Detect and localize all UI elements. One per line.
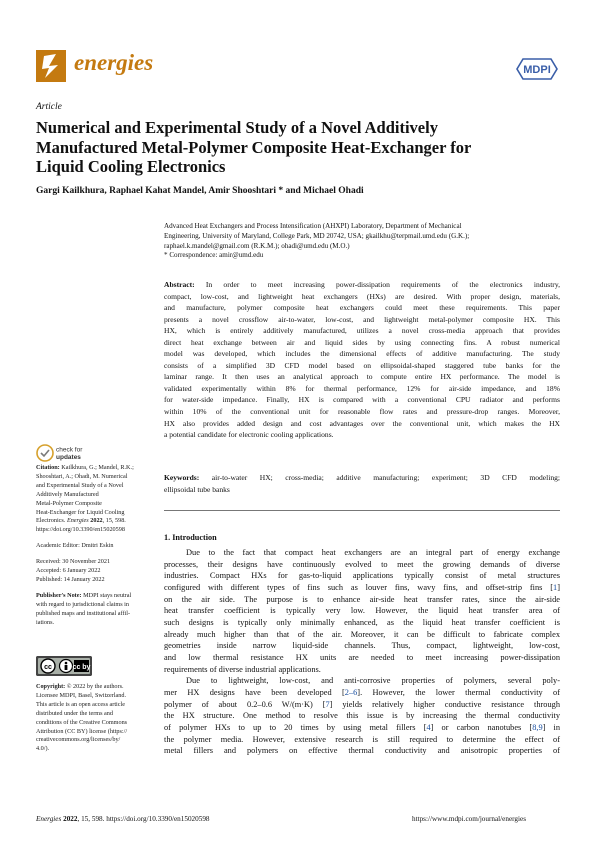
article-type: Article bbox=[36, 102, 62, 112]
body-text bbox=[164, 547, 560, 757]
abstract-line: HX also provides added design and cost advantages over the conventional unit, which makes the HX bbox=[164, 418, 560, 428]
body-line: heat transfer coefficient is typically very low. However, the liquid heat transfer area of bbox=[164, 606, 560, 616]
copyright-line: 4.0/). bbox=[36, 745, 50, 753]
affiliation bbox=[164, 222, 564, 261]
copyright-line: Licensee MDPI, Basel, Switzerland. bbox=[36, 691, 127, 699]
abstract-line: for water-side impedance. Finally, HX is compared with a conventional CPU radiator and performs bbox=[164, 395, 560, 405]
citation-journal: Energies bbox=[66, 517, 89, 525]
body-line: industries. Compact HXs for gas-to-liquid applications typically consist of metal structures bbox=[164, 571, 560, 581]
footer-citation bbox=[36, 815, 210, 823]
body-line: such designs is typically only minimally enhanced, as the liquid heat transfer coefficient is bbox=[164, 617, 560, 627]
abstract-line: Abstract: In order to meet increasing power-dissipation requirements of the electronics industry, bbox=[164, 280, 560, 289]
title-line: Liquid Cooling Electronics bbox=[36, 157, 226, 176]
citation-year: 2022 bbox=[90, 517, 103, 525]
footer-year: 2022 bbox=[63, 815, 78, 823]
copyright-block bbox=[36, 683, 156, 754]
sidebar bbox=[36, 464, 156, 628]
footer-doi: , 15, 598. https://doi.org/10.3390/en15020598 bbox=[77, 815, 210, 823]
copyright-line: Attribution (CC BY) license (https:// bbox=[36, 727, 128, 735]
correspondence-line: * Correspondence: amir@umd.edu bbox=[164, 251, 264, 260]
author-list: Gargi Kailkhura, Raphael Kahat Mandel, Amir Shooshtari * and Michael Ohadi bbox=[36, 186, 364, 196]
publisher-note-line: MDPI stays neutral bbox=[83, 591, 132, 599]
citation-volume: , 15, 598. bbox=[102, 517, 126, 525]
cc-by-text: cc by bbox=[72, 664, 91, 671]
body-line: Due to lightweight, low-cost, and anti-corrosive properties of polymers, several poly- bbox=[186, 676, 560, 686]
citation-doi-link[interactable]: https://doi.org/10.3390/en15020598 bbox=[36, 526, 125, 534]
accepted-date: Accepted: 6 January 2022 bbox=[36, 567, 101, 575]
check-updates-icon bbox=[37, 445, 53, 461]
title-line: Manufactured Metal-Polymer Composite Heat-Exchanger for bbox=[36, 137, 472, 157]
citation-link[interactable]: 1 bbox=[553, 582, 558, 592]
title-line: Numerical and Experimental Study of a Novel Additively bbox=[36, 118, 438, 137]
published-date: Published: 14 January 2022 bbox=[36, 575, 105, 583]
cc-by-license-icon[interactable] bbox=[36, 656, 92, 676]
paper-title bbox=[36, 118, 566, 177]
citation-line: Shooshtari, A.; Ohadi, M. Numerical bbox=[36, 472, 128, 480]
citation-label: Citation: bbox=[36, 464, 60, 471]
citation-line: and Experimental Study of a Novel bbox=[36, 481, 124, 489]
abstract-line: HX, which is entirely additively manufactured, utilizes a novel cross-media approach that provides bbox=[164, 326, 560, 336]
copyright-line: conditions of the Creative Commons bbox=[36, 718, 128, 726]
abstract-line: within 10% of the conventional unit for reasonable flow rates and pressure-drop ranges. Moreover, bbox=[164, 407, 560, 417]
citation-link[interactable]: 4 bbox=[426, 722, 431, 732]
copyright-line: © 2022 by the authors. bbox=[66, 683, 124, 690]
publisher-note-line: iations. bbox=[36, 618, 55, 626]
citation-line: Kailkhura, G.; Mandel, R.K.; bbox=[61, 464, 134, 471]
citation-line: Electronics. bbox=[36, 517, 66, 525]
publisher-note-line: with regard to jurisdictional claims in bbox=[36, 600, 129, 608]
citation-link[interactable]: 8,9 bbox=[532, 722, 543, 732]
affiliation-line: raphael.k.mandel@gmail.com (R.K.M.); ohadi@umd.edu (M.O.) bbox=[164, 241, 350, 250]
affiliation-line: Advanced Heat Exchangers and Process Intensification (AHXPI) Laboratory, Department of Mechanical bbox=[164, 222, 462, 230]
citation-line: Heat-Exchanger for Liquid Cooling bbox=[36, 508, 125, 516]
copyright-line: creativecommons.org/licenses/by/ bbox=[36, 736, 121, 744]
received-date: Received: 30 November 2021 bbox=[36, 558, 111, 566]
copyright-line: This article is an open access article bbox=[36, 700, 125, 708]
affiliation-line: Engineering, University of Maryland, College Park, MD 20742, USA; gkailkhu@terpmail.umd.edu (G.K.); bbox=[164, 231, 470, 240]
energies-logo-icon bbox=[36, 50, 66, 82]
footer-journal: Energies bbox=[36, 815, 62, 823]
body-line: metal fillers and polymers on effective thermal conductivity and anisotropic properties of bbox=[164, 746, 560, 756]
keywords-line: Keywords: air-to-water HX; cross-media; additive manufacturing; experiment; 3D CFD modeling; bbox=[164, 473, 560, 482]
abstract-line: and manufacture, polymer composite heat exchangers could meet these requirements. This paper bbox=[164, 303, 560, 313]
body-line: geometries inside narrow liquid-side channels. Thus, compact, lightweight, low-cost, bbox=[164, 641, 560, 651]
check-updates-line: check for bbox=[56, 446, 83, 454]
keywords-line: ellipsoidal tube banks bbox=[164, 484, 230, 494]
publisher-note-label: Publisher's Note: bbox=[36, 591, 82, 599]
divider bbox=[164, 510, 560, 511]
mdpi-logo-text: MDPI bbox=[523, 64, 551, 76]
abstract-line: validated experimentally within 8% for thermal performance, 12% for air-side impedance, and 18% bbox=[164, 383, 560, 393]
body-line: on the air side. The purpose is to enhance air-side heat transfer rates, since the air-side bbox=[164, 594, 560, 604]
abstract-line: compact, low-cost, and lightweight heat exchangers (HXs) are desired. With proper design, materials, bbox=[164, 291, 560, 301]
citation-line: Additively Manufactured bbox=[36, 490, 99, 498]
body-line: the polymer media. However, extensive research is still required to determine the effect of bbox=[164, 734, 560, 744]
abstract-line: laminar range. It then uses an analytical approach to compute entire HX performance. The model is bbox=[164, 372, 560, 382]
svg-text:cc: cc bbox=[44, 664, 52, 671]
body-line: of polymer HXs to up to 20 times by using metal fillers [4] or carbon nanotubes [8,9] in bbox=[164, 722, 561, 732]
abstract bbox=[164, 279, 560, 441]
abstract-line: direct heat exchange between air and liquid sides by using connecting fins. A robust numerical bbox=[164, 337, 560, 347]
body-line: processes, their designs have continuously evolved to meet the growing demands of diverse bbox=[164, 559, 560, 569]
body-line: requirements of diverse industrial applications. bbox=[164, 664, 321, 674]
citation-link[interactable]: 2–6 bbox=[344, 687, 358, 697]
keywords-label: Keywords: bbox=[164, 473, 200, 482]
body-line: polymer of about 0.2–0.6 W/(m·K) [7] yields relatively higher conductive resistance through bbox=[164, 699, 560, 709]
copyright-line: distributed under the terms and bbox=[36, 709, 113, 717]
body-line: mer HX designs have been developed [2–6]. However, the lower thermal conductivity of bbox=[164, 687, 560, 697]
body-line: already much higher than that of the air. Moreover, it can be difficult to fabricate complex bbox=[164, 629, 560, 639]
citation-line: Metal-Polymer Composite bbox=[36, 499, 102, 507]
academic-editor: Academic Editor: Dmitri Eskin bbox=[36, 542, 114, 550]
body-line: Due to the fact that compact heat exchangers are an integral part of energy exchange bbox=[186, 548, 560, 557]
check-updates-line: updates bbox=[56, 454, 81, 461]
body-line: and low thermal resistance HX units are needed to meet increasing power-dissipation bbox=[164, 652, 560, 662]
body-line: configured with different types of fins such as louver fins, wavy fins, and offset-strip fins [1] bbox=[164, 582, 560, 592]
body-line: the HX structure. One method to resolve this issue is by increasing the thermal conductivity bbox=[164, 711, 560, 721]
abstract-line: consists of a simplified 3D CFD model based on ellipsoidal-shaped staggered tube banks for the bbox=[164, 360, 560, 370]
citation-link[interactable]: 7 bbox=[325, 699, 330, 709]
journal-name: energies bbox=[74, 50, 154, 75]
abstract-line: presents a novel crossflow air-to-water, low-cost, and lightweight metal-polymer composite HX. This bbox=[164, 314, 560, 324]
keywords bbox=[164, 472, 560, 495]
abstract-line: a potential candidate for electronic cooling applications. bbox=[164, 430, 334, 440]
section-heading: 1. Introduction bbox=[164, 533, 217, 542]
copyright-label: Copyright: bbox=[36, 683, 66, 690]
abstract-label: Abstract: bbox=[164, 280, 195, 289]
footer-journal-url[interactable]: https://www.mdpi.com/journal/energies bbox=[412, 815, 526, 823]
abstract-line: model was developed, which includes the dimensional effects of additive manufacturing. The study bbox=[164, 349, 560, 359]
publisher-note-line: published maps and institutional affil- bbox=[36, 609, 131, 617]
mdpi-logo bbox=[516, 58, 558, 85]
